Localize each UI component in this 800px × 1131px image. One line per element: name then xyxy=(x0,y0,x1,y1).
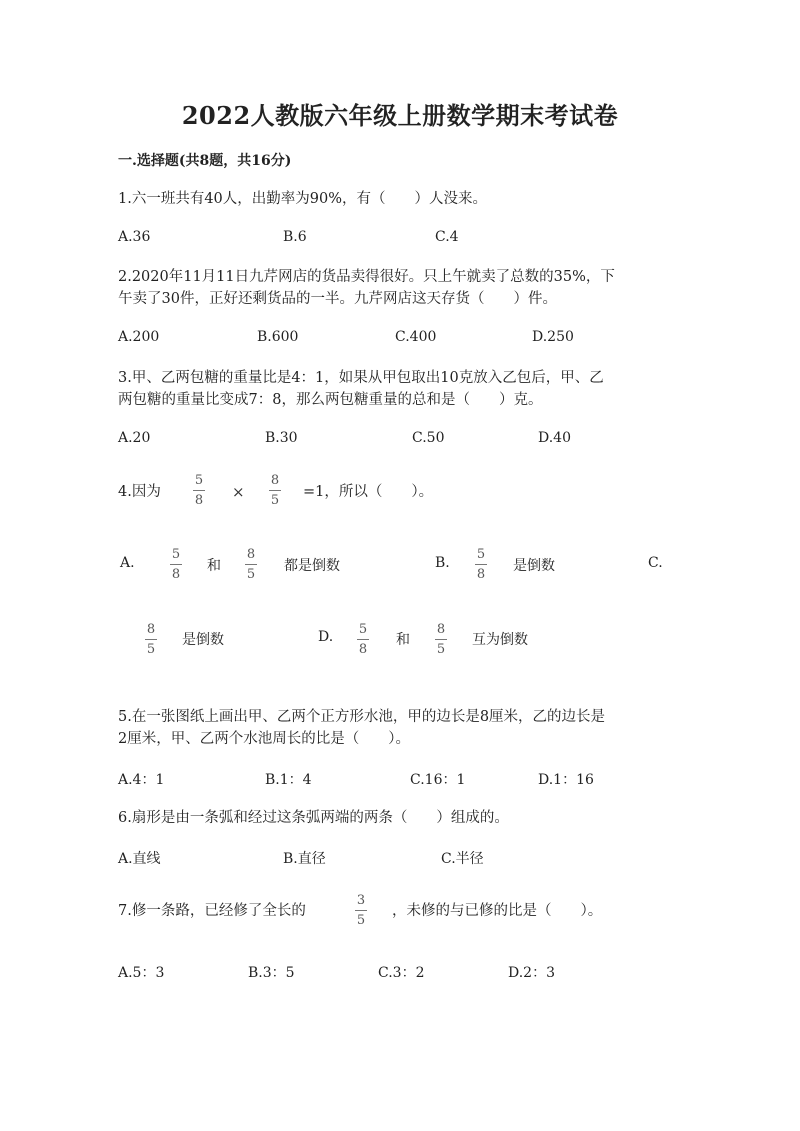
fraction-five-eighths xyxy=(357,622,369,657)
fraction-numerator: 8 xyxy=(436,622,446,637)
q4-option-c-text: 是倒数 xyxy=(182,632,224,648)
question-3-line-2: 两包糖的重量比变成7：8，那么两包糖重量的总和是（ ）克。 xyxy=(118,392,543,408)
fraction-denominator: 8 xyxy=(171,567,181,582)
fraction-denominator: 5 xyxy=(146,642,156,657)
q4-option-a-and: 和 xyxy=(207,558,221,574)
fraction-numerator: 5 xyxy=(358,622,368,637)
fraction-denominator: 8 xyxy=(476,567,486,582)
q4-option-a-text: 都是倒数 xyxy=(284,558,340,574)
q2-option-d[interactable]: D.250 xyxy=(532,329,574,345)
section-heading: 一.选择题(共8题，共16分) xyxy=(118,153,292,169)
q3-option-d[interactable]: D.40 xyxy=(538,430,571,446)
q6-option-a[interactable]: A.直线 xyxy=(118,851,161,867)
fraction-eight-fifths xyxy=(145,622,157,657)
q3-option-c[interactable]: C.50 xyxy=(412,430,445,446)
q1-option-c[interactable]: C.4 xyxy=(435,229,459,245)
q4-option-a-label[interactable]: A. xyxy=(120,555,135,571)
q7-option-a[interactable]: A.5：3 xyxy=(118,965,165,981)
q2-option-b[interactable]: B.600 xyxy=(257,329,299,345)
q7-option-c[interactable]: C.3：2 xyxy=(378,965,425,981)
q4-option-d-label[interactable]: D. xyxy=(318,629,334,645)
fraction-numerator: 5 xyxy=(194,473,204,488)
fraction-five-eighths xyxy=(193,473,205,508)
fraction-five-eighths xyxy=(475,547,487,582)
question-5-line-2: 2厘米，甲、乙两个水池周长的比是（ ）。 xyxy=(118,731,410,747)
q4-option-b-label[interactable]: B. xyxy=(435,555,450,571)
question-4-suffix: =1，所以（ ）。 xyxy=(303,484,434,500)
page-title: 2022人教版六年级上册数学期末考试卷 xyxy=(181,101,619,130)
q5-option-b[interactable]: B.1：4 xyxy=(265,772,312,788)
fraction-numerator: 8 xyxy=(246,547,256,562)
question-1: 1.六一班共有40人，出勤率为90%，有（ ）人没来。 xyxy=(118,191,488,207)
question-7-prefix: 7.修一条路，已经修了全长的 xyxy=(118,903,306,919)
fraction-five-eighths xyxy=(170,547,182,582)
fraction-numerator: 8 xyxy=(270,473,280,488)
fraction-denominator: 5 xyxy=(436,642,446,657)
fraction-eight-fifths xyxy=(245,547,257,582)
question-3-line-1: 3.甲、乙两包糖的重量比是4：1，如果从甲包取出10克放入乙包后，甲、乙 xyxy=(118,370,604,386)
q2-option-a[interactable]: A.200 xyxy=(118,329,160,345)
q4-option-d-and: 和 xyxy=(396,632,410,648)
q4-option-d-text: 互为倒数 xyxy=(472,632,528,648)
q2-option-c[interactable]: C.400 xyxy=(395,329,437,345)
fraction-numerator: 5 xyxy=(171,547,181,562)
q3-option-a[interactable]: A.20 xyxy=(118,430,151,446)
fraction-denominator: 5 xyxy=(246,567,256,582)
question-7-suffix: ，未修的与已修的比是（ ）。 xyxy=(392,903,603,919)
q5-option-c[interactable]: C.16：1 xyxy=(410,772,466,788)
fraction-denominator: 5 xyxy=(356,913,366,928)
fraction-three-fifths xyxy=(355,893,367,928)
fraction-denominator: 8 xyxy=(358,642,368,657)
fraction-numerator: 3 xyxy=(356,893,366,908)
q3-option-b[interactable]: B.30 xyxy=(265,430,298,446)
fraction-numerator: 8 xyxy=(146,622,156,637)
fraction-denominator: 5 xyxy=(270,493,280,508)
fraction-eight-fifths xyxy=(435,622,447,657)
fraction-numerator: 5 xyxy=(476,547,486,562)
q4-option-c-label[interactable]: C. xyxy=(648,555,663,571)
question-6: 6.扇形是由一条弧和经过这条弧两端的两条（ ）组成的。 xyxy=(118,810,509,826)
fraction-eight-fifths xyxy=(269,473,281,508)
q6-option-b[interactable]: B.直径 xyxy=(283,851,326,867)
q7-option-d[interactable]: D.2：3 xyxy=(508,965,555,981)
fraction-denominator: 8 xyxy=(194,493,204,508)
question-2-line-1: 2.2020年11月11日九芹网店的货品卖得很好。只上午就卖了总数的35%，下 xyxy=(118,269,615,285)
q5-option-d[interactable]: D.1：16 xyxy=(538,772,594,788)
times-sign: × xyxy=(232,483,245,501)
q4-option-b-text: 是倒数 xyxy=(513,558,555,574)
q6-option-c[interactable]: C.半径 xyxy=(441,851,484,867)
question-5-line-1: 5.在一张图纸上画出甲、乙两个正方形水池，甲的边长是8厘米，乙的边长是 xyxy=(118,709,606,725)
question-4-prefix: 4.因为 xyxy=(118,484,161,500)
q1-option-b[interactable]: B.6 xyxy=(283,229,307,245)
q5-option-a[interactable]: A.4：1 xyxy=(118,772,165,788)
question-2-line-2: 午卖了30件，正好还剩货品的一半。九芹网店这天存货（ ）件。 xyxy=(118,291,557,307)
q1-option-a[interactable]: A.36 xyxy=(118,229,151,245)
q7-option-b[interactable]: B.3：5 xyxy=(248,965,295,981)
